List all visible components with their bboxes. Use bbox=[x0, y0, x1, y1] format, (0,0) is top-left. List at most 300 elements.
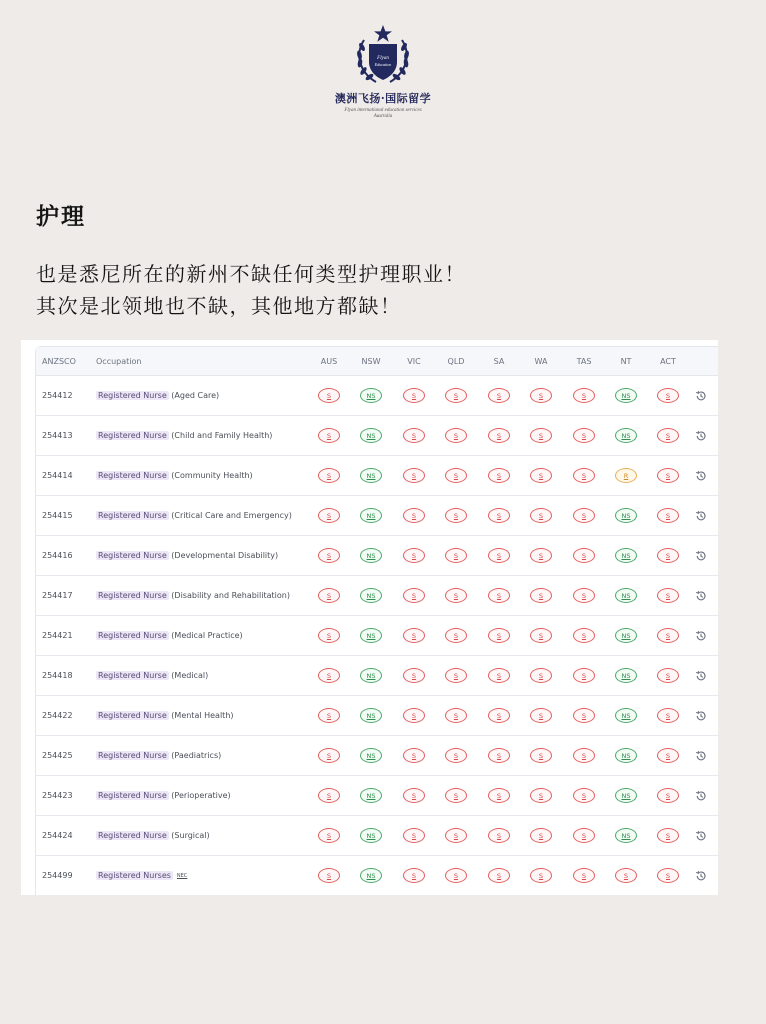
occupation-specialisation: (Developmental Disability) bbox=[168, 551, 279, 560]
status-badge[interactable]: S bbox=[657, 388, 679, 403]
state-cell-qld bbox=[436, 656, 476, 695]
occupation-link[interactable]: Registered Nurse bbox=[98, 671, 167, 680]
state-cell-sa bbox=[479, 456, 519, 495]
state-cell-act bbox=[648, 696, 688, 735]
state-cell-nt bbox=[606, 656, 646, 695]
state-cell-nsw bbox=[351, 856, 391, 895]
occupation-cell bbox=[96, 696, 234, 735]
status-badge[interactable]: S bbox=[573, 388, 595, 403]
status-badge[interactable]: S bbox=[573, 428, 595, 443]
status-badge[interactable]: S bbox=[445, 588, 467, 603]
brand-name-en: Flyan international education services Australia bbox=[344, 108, 422, 119]
anzsco-code: 254424 bbox=[42, 831, 73, 840]
state-cell-nt bbox=[606, 696, 646, 735]
history-icon[interactable] bbox=[695, 536, 707, 575]
status-badge[interactable]: S bbox=[573, 628, 595, 643]
occupation-cell bbox=[96, 376, 219, 415]
table-row[interactable] bbox=[36, 496, 718, 536]
state-cell-qld bbox=[436, 376, 476, 415]
state-cell-wa bbox=[521, 496, 561, 535]
state-cell-vic bbox=[394, 456, 434, 495]
status-badge[interactable]: S bbox=[657, 428, 679, 443]
state-cell-tas bbox=[564, 736, 604, 775]
status-badge[interactable]: S bbox=[530, 628, 552, 643]
status-badge[interactable]: NS bbox=[615, 388, 637, 403]
state-cell-aus bbox=[309, 856, 349, 895]
status-badge[interactable]: NS bbox=[360, 388, 382, 403]
occupation-specialisation: (Aged Care) bbox=[168, 391, 220, 400]
state-cell-wa bbox=[521, 856, 561, 895]
status-badge[interactable]: S bbox=[318, 468, 340, 483]
status-badge[interactable]: S bbox=[657, 868, 679, 883]
status-badge[interactable]: S bbox=[403, 868, 425, 883]
status-badge[interactable]: NS bbox=[615, 828, 637, 843]
status-badge[interactable]: S bbox=[530, 788, 552, 803]
state-cell-vic bbox=[394, 536, 434, 575]
status-badge[interactable]: NS bbox=[615, 668, 637, 683]
state-cell-qld bbox=[436, 536, 476, 575]
status-badge[interactable]: S bbox=[573, 788, 595, 803]
state-cell-nsw bbox=[351, 456, 391, 495]
state-cell-act bbox=[648, 856, 688, 895]
status-badge[interactable]: S bbox=[318, 428, 340, 443]
status-badge[interactable]: S bbox=[530, 508, 552, 523]
status-badge[interactable]: NS bbox=[360, 628, 382, 643]
svg-text:Education: Education bbox=[374, 62, 392, 67]
state-cell-act bbox=[648, 736, 688, 775]
status-badge[interactable]: S bbox=[573, 468, 595, 483]
state-cell-nsw bbox=[351, 656, 391, 695]
status-badge[interactable]: S bbox=[318, 868, 340, 883]
status-badge[interactable]: S bbox=[657, 548, 679, 563]
state-cell-qld bbox=[436, 776, 476, 815]
state-cell-sa bbox=[479, 616, 519, 655]
state-cell-wa bbox=[521, 696, 561, 735]
occupation-link[interactable]: Registered Nurse bbox=[98, 391, 167, 400]
status-badge[interactable]: S bbox=[488, 748, 510, 763]
status-badge[interactable]: NS bbox=[615, 588, 637, 603]
occupation-link[interactable]: Registered Nurse bbox=[98, 831, 167, 840]
history-icon[interactable] bbox=[695, 816, 707, 855]
status-badge[interactable]: S bbox=[445, 668, 467, 683]
table-row[interactable] bbox=[36, 616, 718, 656]
status-badge[interactable]: S bbox=[573, 708, 595, 723]
status-badge[interactable]: S bbox=[530, 668, 552, 683]
state-cell-aus bbox=[309, 816, 349, 855]
status-badge[interactable]: S bbox=[573, 828, 595, 843]
laurel-shield-icon bbox=[350, 22, 416, 88]
history-icon[interactable] bbox=[695, 736, 707, 775]
state-cell-sa bbox=[479, 496, 519, 535]
table-row[interactable] bbox=[36, 456, 718, 496]
status-badge[interactable]: S bbox=[403, 588, 425, 603]
state-cell-aus bbox=[309, 736, 349, 775]
status-badge[interactable]: S bbox=[657, 668, 679, 683]
state-cell-vic bbox=[394, 736, 434, 775]
status-badge[interactable]: S bbox=[445, 548, 467, 563]
status-badge[interactable]: S bbox=[530, 828, 552, 843]
state-cell-nt bbox=[606, 736, 646, 775]
status-badge[interactable]: S bbox=[318, 708, 340, 723]
state-cell-nsw bbox=[351, 376, 391, 415]
state-cell-aus bbox=[309, 536, 349, 575]
state-cell-vic bbox=[394, 696, 434, 735]
state-cell-qld bbox=[436, 496, 476, 535]
status-badge[interactable]: S bbox=[488, 508, 510, 523]
occupation-link[interactable]: Registered Nurse bbox=[98, 471, 167, 480]
occupation-specialisation: (Disability and Rehabilitation) bbox=[168, 591, 290, 600]
status-badge[interactable]: S bbox=[530, 708, 552, 723]
state-cell-nt bbox=[606, 496, 646, 535]
table-row[interactable] bbox=[36, 856, 718, 895]
state-cell-qld bbox=[436, 416, 476, 455]
state-cell-vic bbox=[394, 776, 434, 815]
history-icon[interactable] bbox=[695, 576, 707, 615]
table-row[interactable] bbox=[36, 656, 718, 696]
nec-tag[interactable]: NEC bbox=[176, 872, 188, 879]
occupation-cell bbox=[96, 536, 278, 575]
anzsco-code: 254421 bbox=[42, 631, 73, 640]
status-badge[interactable]: S bbox=[530, 388, 552, 403]
status-badge[interactable]: S bbox=[488, 548, 510, 563]
description-line-1: 也是悉尼所在的新州不缺任何类型护理职业！ bbox=[36, 262, 466, 286]
state-cell-wa bbox=[521, 776, 561, 815]
state-cell-sa bbox=[479, 656, 519, 695]
status-badge[interactable]: S bbox=[657, 748, 679, 763]
state-cell-nt bbox=[606, 416, 646, 455]
status-badge[interactable]: NS bbox=[360, 868, 382, 883]
history-icon[interactable] bbox=[695, 616, 707, 655]
status-badge[interactable]: NS bbox=[360, 428, 382, 443]
anzsco-code: 254499 bbox=[42, 871, 73, 880]
state-cell-tas bbox=[564, 576, 604, 615]
history-icon[interactable] bbox=[695, 496, 707, 535]
status-badge[interactable]: S bbox=[403, 668, 425, 683]
status-badge[interactable]: S bbox=[318, 748, 340, 763]
status-badge[interactable]: S bbox=[318, 588, 340, 603]
status-badge[interactable]: S bbox=[657, 788, 679, 803]
state-cell-tas bbox=[564, 776, 604, 815]
status-badge[interactable]: S bbox=[488, 668, 510, 683]
state-cell-sa bbox=[479, 536, 519, 575]
state-cell-qld bbox=[436, 816, 476, 855]
occupation-cell bbox=[96, 576, 290, 615]
status-badge[interactable]: NS bbox=[360, 668, 382, 683]
history-icon[interactable] bbox=[695, 456, 707, 495]
status-badge[interactable]: NS bbox=[615, 548, 637, 563]
anzsco-code: 254422 bbox=[42, 711, 73, 720]
status-badge[interactable]: S bbox=[403, 468, 425, 483]
status-badge[interactable]: S bbox=[657, 508, 679, 523]
state-cell-vic bbox=[394, 656, 434, 695]
history-icon[interactable] bbox=[695, 376, 707, 415]
state-cell-nt bbox=[606, 376, 646, 415]
status-badge[interactable]: S bbox=[657, 828, 679, 843]
status-badge[interactable]: S bbox=[318, 788, 340, 803]
state-cell-aus bbox=[309, 376, 349, 415]
occupation-link[interactable]: Registered Nurse bbox=[98, 751, 167, 760]
status-badge[interactable]: NS bbox=[615, 628, 637, 643]
status-badge[interactable]: S bbox=[318, 508, 340, 523]
column-header-qld: QLD bbox=[447, 356, 465, 366]
occupation-cell bbox=[96, 616, 243, 655]
state-cell-wa bbox=[521, 656, 561, 695]
anzsco-code: 254414 bbox=[42, 471, 73, 480]
state-cell-wa bbox=[521, 816, 561, 855]
state-cell-tas bbox=[564, 496, 604, 535]
state-cell-qld bbox=[436, 696, 476, 735]
status-badge[interactable]: S bbox=[530, 468, 552, 483]
state-cell-aus bbox=[309, 776, 349, 815]
state-cell-nt bbox=[606, 576, 646, 615]
history-icon[interactable] bbox=[695, 696, 707, 735]
occupation-specialisation: (Community Health) bbox=[168, 471, 253, 480]
state-cell-nt bbox=[606, 456, 646, 495]
occupation-link[interactable]: Registered Nurse bbox=[98, 511, 167, 520]
occupation-link[interactable]: Registered Nurse bbox=[98, 431, 167, 440]
status-badge[interactable]: S bbox=[488, 868, 510, 883]
occupation-specialisation: (Paediatrics) bbox=[168, 751, 222, 760]
occupation-cell bbox=[96, 736, 221, 775]
status-badge[interactable]: S bbox=[403, 548, 425, 563]
status-badge[interactable]: S bbox=[573, 588, 595, 603]
state-cell-wa bbox=[521, 736, 561, 775]
state-cell-tas bbox=[564, 856, 604, 895]
state-cell-aus bbox=[309, 576, 349, 615]
column-header-wa: WA bbox=[534, 356, 548, 366]
status-badge[interactable]: S bbox=[573, 548, 595, 563]
status-badge[interactable]: S bbox=[488, 588, 510, 603]
occupation-link[interactable]: Registered Nurse bbox=[98, 711, 167, 720]
state-cell-vic bbox=[394, 416, 434, 455]
status-badge[interactable]: S bbox=[318, 548, 340, 563]
status-badge[interactable]: S bbox=[488, 468, 510, 483]
table-row[interactable] bbox=[36, 376, 718, 416]
occupation-link[interactable]: Registered Nurse bbox=[98, 791, 167, 800]
state-cell-nsw bbox=[351, 536, 391, 575]
status-badge[interactable]: NS bbox=[360, 748, 382, 763]
state-cell-sa bbox=[479, 856, 519, 895]
state-cell-vic bbox=[394, 856, 434, 895]
occupation-table bbox=[35, 346, 718, 895]
status-badge[interactable]: S bbox=[657, 468, 679, 483]
anzsco-code: 254415 bbox=[42, 511, 73, 520]
status-badge[interactable]: S bbox=[530, 428, 552, 443]
column-header-act: ACT bbox=[660, 356, 676, 366]
occupation-cell bbox=[96, 656, 208, 695]
status-badge[interactable]: S bbox=[657, 628, 679, 643]
status-badge[interactable]: S bbox=[530, 748, 552, 763]
column-header-aus: AUS bbox=[320, 356, 338, 366]
anzsco-code: 254425 bbox=[42, 751, 73, 760]
status-badge[interactable]: S bbox=[445, 468, 467, 483]
state-cell-sa bbox=[479, 696, 519, 735]
occupation-specialisation: (Critical Care and Emergency) bbox=[168, 511, 292, 520]
status-badge[interactable]: S bbox=[573, 668, 595, 683]
state-cell-tas bbox=[564, 616, 604, 655]
state-cell-tas bbox=[564, 656, 604, 695]
status-badge[interactable]: S bbox=[530, 868, 552, 883]
status-badge[interactable]: S bbox=[318, 828, 340, 843]
state-cell-qld bbox=[436, 576, 476, 615]
status-badge[interactable]: S bbox=[488, 828, 510, 843]
occupation-specialisation: (Mental Health) bbox=[168, 711, 234, 720]
state-cell-wa bbox=[521, 376, 561, 415]
occupation-table-panel bbox=[21, 340, 718, 895]
status-badge[interactable]: S bbox=[403, 388, 425, 403]
table-row[interactable] bbox=[36, 576, 718, 616]
status-badge[interactable]: NS bbox=[360, 588, 382, 603]
table-row[interactable] bbox=[36, 416, 718, 456]
status-badge[interactable]: S bbox=[488, 708, 510, 723]
table-row[interactable] bbox=[36, 776, 718, 816]
table-row[interactable] bbox=[36, 736, 718, 776]
occupation-specialisation: (Medical) bbox=[168, 671, 209, 680]
table-row[interactable] bbox=[36, 696, 718, 736]
column-header-tas: TAS bbox=[576, 356, 592, 366]
status-badge[interactable]: S bbox=[488, 428, 510, 443]
status-badge[interactable]: S bbox=[615, 868, 637, 883]
anzsco-code: 254418 bbox=[42, 671, 73, 680]
column-header-sa: SA bbox=[493, 356, 505, 366]
status-badge[interactable]: S bbox=[403, 748, 425, 763]
history-icon[interactable] bbox=[695, 656, 707, 695]
status-badge[interactable]: S bbox=[445, 868, 467, 883]
status-badge[interactable]: S bbox=[403, 508, 425, 523]
state-cell-aus bbox=[309, 616, 349, 655]
column-header-nsw: NSW bbox=[361, 356, 381, 366]
table-row[interactable] bbox=[36, 536, 718, 576]
status-badge[interactable]: S bbox=[573, 868, 595, 883]
occupation-link[interactable]: Registered Nurses bbox=[98, 871, 171, 880]
state-cell-act bbox=[648, 776, 688, 815]
status-badge[interactable]: NS bbox=[360, 548, 382, 563]
occupation-specialisation: (Surgical) bbox=[168, 831, 210, 840]
state-cell-tas bbox=[564, 816, 604, 855]
state-cell-qld bbox=[436, 456, 476, 495]
state-cell-nt bbox=[606, 856, 646, 895]
status-badge[interactable]: S bbox=[445, 508, 467, 523]
state-cell-nsw bbox=[351, 776, 391, 815]
state-cell-qld bbox=[436, 736, 476, 775]
status-badge[interactable]: S bbox=[445, 748, 467, 763]
state-cell-sa bbox=[479, 376, 519, 415]
anzsco-code: 254413 bbox=[42, 431, 73, 440]
status-badge[interactable]: S bbox=[403, 788, 425, 803]
state-cell-tas bbox=[564, 536, 604, 575]
status-badge[interactable]: S bbox=[488, 628, 510, 643]
state-cell-act bbox=[648, 456, 688, 495]
anzsco-code: 254423 bbox=[42, 791, 73, 800]
state-cell-nsw bbox=[351, 416, 391, 455]
history-icon[interactable] bbox=[695, 416, 707, 455]
status-badge[interactable]: S bbox=[318, 668, 340, 683]
state-cell-aus bbox=[309, 496, 349, 535]
state-cell-nsw bbox=[351, 816, 391, 855]
status-badge[interactable]: NS bbox=[360, 508, 382, 523]
state-cell-aus bbox=[309, 696, 349, 735]
column-header-anzsco: ANZSCO bbox=[42, 356, 76, 366]
occupation-cell bbox=[96, 416, 272, 455]
status-badge[interactable]: S bbox=[403, 628, 425, 643]
state-cell-nt bbox=[606, 776, 646, 815]
status-badge[interactable]: S bbox=[403, 708, 425, 723]
status-badge[interactable]: S bbox=[530, 548, 552, 563]
status-badge[interactable]: NS bbox=[360, 708, 382, 723]
status-badge[interactable]: NS bbox=[360, 468, 382, 483]
state-cell-act bbox=[648, 576, 688, 615]
state-cell-aus bbox=[309, 656, 349, 695]
status-badge[interactable]: S bbox=[530, 588, 552, 603]
status-badge[interactable]: S bbox=[445, 628, 467, 643]
column-header-vic: VIC bbox=[407, 356, 421, 366]
table-row[interactable] bbox=[36, 816, 718, 856]
occupation-cell bbox=[96, 856, 187, 895]
state-cell-act bbox=[648, 616, 688, 655]
status-badge[interactable]: S bbox=[657, 588, 679, 603]
status-badge[interactable]: S bbox=[573, 748, 595, 763]
state-cell-nsw bbox=[351, 696, 391, 735]
status-badge[interactable]: NS bbox=[615, 508, 637, 523]
status-badge[interactable]: S bbox=[445, 428, 467, 443]
state-cell-act bbox=[648, 816, 688, 855]
status-badge[interactable]: S bbox=[403, 428, 425, 443]
state-cell-act bbox=[648, 536, 688, 575]
state-cell-vic bbox=[394, 496, 434, 535]
state-cell-sa bbox=[479, 416, 519, 455]
status-badge[interactable]: NS bbox=[615, 748, 637, 763]
status-badge[interactable]: S bbox=[488, 388, 510, 403]
state-cell-nsw bbox=[351, 616, 391, 655]
anzsco-code: 254412 bbox=[42, 391, 73, 400]
status-badge[interactable]: S bbox=[573, 508, 595, 523]
status-badge[interactable]: NS bbox=[360, 788, 382, 803]
occupation-link[interactable]: Registered Nurse bbox=[98, 631, 167, 640]
history-icon[interactable] bbox=[695, 776, 707, 815]
status-badge[interactable]: S bbox=[318, 388, 340, 403]
status-badge[interactable]: S bbox=[657, 708, 679, 723]
table-header bbox=[36, 347, 718, 376]
state-cell-tas bbox=[564, 456, 604, 495]
status-badge[interactable]: NS bbox=[615, 708, 637, 723]
occupation-link[interactable]: Registered Nurse bbox=[98, 551, 167, 560]
status-badge[interactable]: S bbox=[403, 828, 425, 843]
state-cell-nsw bbox=[351, 576, 391, 615]
status-badge[interactable]: NS bbox=[615, 788, 637, 803]
status-badge[interactable]: S bbox=[445, 708, 467, 723]
status-badge[interactable]: S bbox=[488, 788, 510, 803]
status-badge[interactable]: R bbox=[615, 468, 637, 483]
state-cell-sa bbox=[479, 816, 519, 855]
status-badge[interactable]: S bbox=[445, 388, 467, 403]
occupation-cell bbox=[96, 816, 210, 855]
occupation-link[interactable]: Registered Nurse bbox=[98, 591, 167, 600]
occupation-specialisation: (Perioperative) bbox=[168, 791, 231, 800]
status-badge[interactable]: NS bbox=[360, 828, 382, 843]
occupation-specialisation: (Child and Family Health) bbox=[168, 431, 273, 440]
brand-name-cn: 澳洲飞扬·国际留学 bbox=[334, 92, 432, 105]
state-cell-nsw bbox=[351, 736, 391, 775]
status-badge[interactable]: S bbox=[445, 828, 467, 843]
state-cell-nt bbox=[606, 616, 646, 655]
status-badge[interactable]: S bbox=[318, 628, 340, 643]
status-badge[interactable]: NS bbox=[615, 428, 637, 443]
history-icon[interactable] bbox=[695, 856, 707, 895]
state-cell-wa bbox=[521, 456, 561, 495]
status-badge[interactable]: S bbox=[445, 788, 467, 803]
state-cell-tas bbox=[564, 376, 604, 415]
state-cell-wa bbox=[521, 616, 561, 655]
